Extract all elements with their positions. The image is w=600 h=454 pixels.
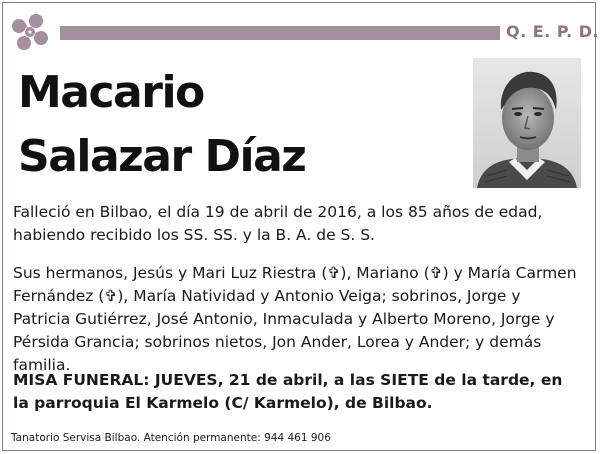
death-announcement: Falleció en Bilbao, el día 19 de abril de 2016, a los 85 años de edad, habiendo recibido los SS. SS. y la B. A. de S. S. xyxy=(13,203,543,244)
portrait-photo xyxy=(473,58,581,188)
lauburu-icon xyxy=(8,10,52,54)
qepd-label: Q. E. P. D. xyxy=(506,22,600,41)
deceased-last-name: Salazar Díaz xyxy=(18,131,306,182)
family-mourners: Sus hermanos, Jesús y Mari Luz Riestra (✞), Mariano (✞) y María Carmen Fernández (✞), María Natividad y Antonio Veiga; sobrinos, Jorge y Patricia Gutiérrez, José Antonio, Inmaculada y Alberto Moreno, Jorge y Pérsida Grancia; sobrinos nietos, Jon Ander, Lorea y Ander; y demás familia. xyxy=(13,264,577,374)
header-bar xyxy=(60,26,500,40)
funeral-home-footer: Tanatorio Servisa Bilbao. Atención permanente: 944 461 906 xyxy=(11,432,331,444)
funeral-mass-info: MISA FUNERAL: JUEVES, 21 de abril, a las SIETE de la tarde, en la parroquia El Karmelo (C/ Karmelo), de Bilbao. xyxy=(13,371,563,412)
deceased-first-name: Macario xyxy=(18,67,204,118)
header xyxy=(8,10,600,50)
